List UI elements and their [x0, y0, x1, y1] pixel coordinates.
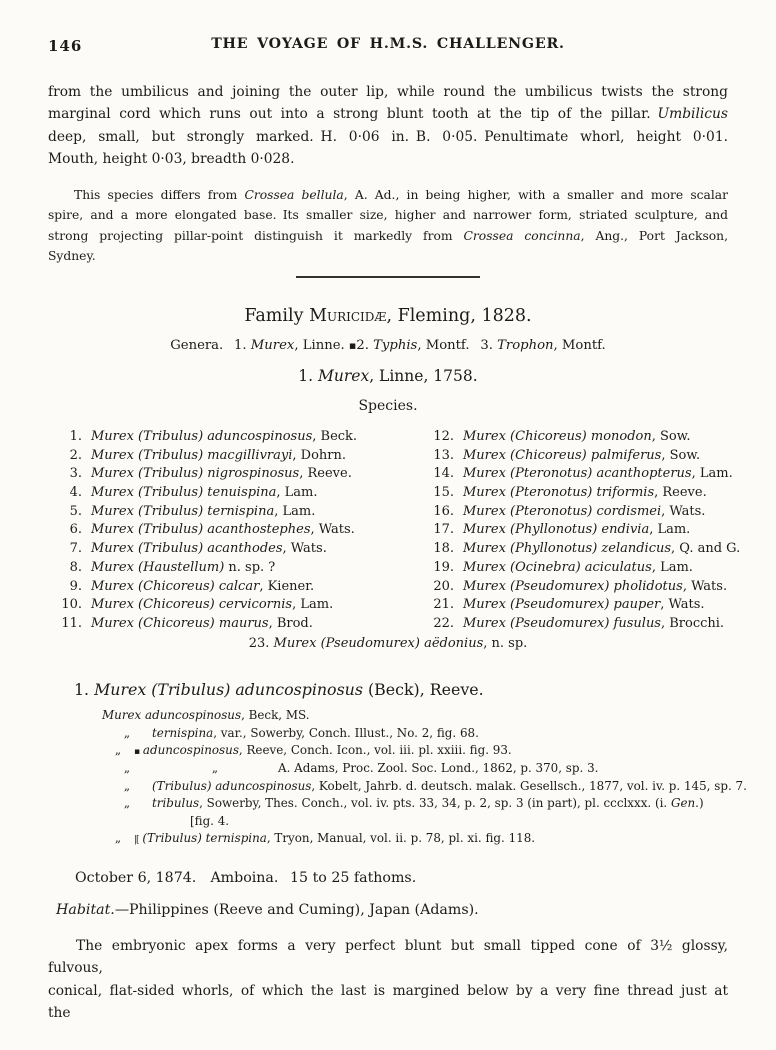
text-segment: Murex aduncospinosus — [102, 708, 242, 723]
species-name — [463, 448, 700, 463]
synonymy-line — [102, 708, 728, 726]
text-segment: Murex (Chicoreus) calcar — [91, 578, 260, 594]
page-header — [48, 36, 728, 56]
species-item — [420, 485, 740, 504]
species-item — [420, 560, 740, 579]
text-segment: , Linne, 1758. — [369, 367, 478, 385]
text-line — [48, 226, 728, 247]
species-item — [48, 541, 420, 560]
text-segment: Murex (Tribulus) nigrospinosus — [91, 466, 300, 482]
text-segment: Murex — [318, 367, 370, 385]
species-number: 5. — [69, 503, 82, 519]
text-segment: (Tribulus) aduncospinosus — [152, 778, 312, 793]
text-segment: Murex (Tribulus) acanthostephes — [91, 522, 311, 538]
text-segment: , A. Ad., in being higher, with a smaller and more scalar — [343, 187, 728, 202]
text-segment: Murex (Pseudomurex) fusulus — [463, 615, 661, 631]
text-segment: Trophon — [497, 338, 554, 353]
species-item — [48, 429, 420, 448]
text-segment: , Montf. — [553, 338, 606, 353]
page-number: 146 — [48, 37, 83, 55]
species-list-right — [420, 429, 740, 635]
text-segment: , Linne. — [294, 338, 349, 353]
text-segment: Murex (Pseudomurex) aëdonius — [273, 635, 484, 651]
synonymy-line — [102, 743, 728, 761]
text-segment: Murex (Pseudomurex) pholidotus — [463, 578, 683, 594]
text-segment: Murex (Ocinebra) aciculatus — [463, 559, 652, 575]
genera-line — [48, 338, 728, 353]
species-name — [91, 429, 357, 444]
text-line — [48, 148, 728, 170]
text-segment: Murex — [250, 338, 295, 353]
text-segment: 2. — [356, 338, 374, 353]
ditto-mark: „ — [123, 725, 131, 740]
text-segment: Murex (Tribulus) aduncospinosus — [91, 429, 313, 444]
species-name — [463, 522, 690, 537]
text-segment: Gen. — [670, 796, 699, 811]
species-item — [48, 560, 420, 579]
text-line — [48, 935, 728, 980]
text-segment: , var., Sowerby, Conch. Illust., No. 2, fig. 68. — [213, 725, 479, 740]
text-segment: , Wats. — [660, 597, 705, 613]
ink-blot: ▪ — [134, 747, 140, 758]
species-item — [420, 616, 740, 635]
habitat-line — [48, 902, 728, 918]
ditto-mark: „ — [123, 778, 131, 793]
synonymy-line — [102, 796, 728, 814]
species-item — [420, 466, 740, 485]
text-segment: , Lam. — [691, 466, 733, 482]
text-segment: , Reeve. — [654, 485, 707, 501]
text-segment: 1. — [298, 367, 319, 385]
species-list-left — [48, 429, 420, 635]
running-title: THE VOYAGE OF H.M.S. CHALLENGER. — [211, 36, 565, 52]
text-segment: Genera. 1. — [170, 338, 251, 353]
text-segment: Murex (Chicoreus) cervicornis — [91, 597, 293, 613]
species-item — [48, 522, 420, 541]
text-segment: marginal cord which runs out into a strong blunt tooth at the tip of the pillar. — [48, 106, 658, 123]
text-segment: Umbilicus — [657, 106, 728, 123]
species-item — [48, 579, 420, 598]
species-number: 16. — [433, 503, 454, 519]
text-segment: [fig. 4. — [190, 813, 230, 828]
ink-blot: |[ — [134, 835, 139, 846]
synonymy-line — [102, 726, 728, 744]
text-segment: Murex (Haustellum) — [91, 559, 225, 575]
text-segment: Murex (Pteronotus) cordismei — [463, 503, 662, 519]
text-segment: Murex (Tribulus) aduncospinosus — [94, 680, 363, 700]
text-line — [48, 126, 728, 148]
text-segment: , Wats. — [310, 522, 355, 538]
species-item — [48, 504, 420, 523]
species-number: 7. — [69, 541, 82, 557]
text-segment: (Tribulus) ternispina — [142, 831, 267, 846]
species-number: 3. — [69, 466, 82, 482]
synonymy-line — [102, 761, 728, 779]
station-line — [48, 870, 728, 886]
species-item-23 — [48, 636, 728, 655]
text-segment: , Lam. — [649, 522, 691, 538]
synonymy-list — [102, 708, 747, 849]
text-segment: from the umbilicus and joining the outer lip, while round the umbilicus twists the strong — [48, 84, 728, 100]
text-segment: Mouth, height 0·03, breadth 0·028. — [48, 151, 295, 168]
species-number: 1. — [69, 429, 82, 444]
species-name — [91, 616, 313, 631]
text-segment: Murex (Pteronotus) triformis — [463, 485, 655, 501]
text-segment: , Reeve, Conch. Icon., vol. iii. pl. xxiii. fig. 93. — [238, 743, 512, 758]
text-segment: , n. sp. — [483, 635, 528, 651]
paragraph-description — [48, 81, 728, 171]
species-number: 19. — [433, 559, 454, 575]
text-segment: Murex (Tribulus) tenuispina — [91, 485, 277, 501]
text-segment: , Brod. — [268, 615, 313, 631]
text-segment: ) — [698, 796, 704, 811]
species-name — [91, 448, 346, 463]
family-heading — [48, 306, 728, 326]
text-line — [48, 980, 728, 1025]
text-segment: Murex (Pseudomurex) pauper — [463, 597, 661, 613]
species-section-heading — [48, 680, 728, 699]
species-label: Species. — [358, 398, 418, 414]
text-segment: , Lam. — [276, 485, 318, 501]
text-segment: Murex (Phyllonotus) zelandicus — [463, 541, 672, 557]
text-segment: aduncospinosus — [142, 743, 239, 758]
text-segment: Crossea bellula — [244, 187, 344, 202]
text-segment: 1. — [74, 680, 95, 700]
text-segment: Murex (Pteronotus) acanthopterus — [463, 466, 692, 482]
species-item — [48, 616, 420, 635]
text-segment: Family — [244, 306, 310, 326]
species-number: 14. — [433, 466, 454, 482]
text-segment: October 6, 1874. Amboina. 15 to 25 fathoms. — [75, 870, 417, 886]
text-segment: , Ang., Port Jackson, — [580, 228, 729, 243]
text-segment: , Sow. — [651, 429, 691, 444]
text-segment: Murex (Chicoreus) maurus — [91, 615, 269, 631]
text-segment: Habitat. — [56, 902, 115, 918]
species-item — [48, 466, 420, 485]
text-segment: , Fleming, 1828. — [386, 306, 532, 326]
species-number: 8. — [69, 559, 82, 575]
ditto-mark: „ — [123, 796, 131, 811]
text-segment: , Sow. — [661, 447, 701, 463]
species-number: 10. — [61, 597, 82, 613]
species-name — [463, 504, 705, 519]
species-number: 11. — [61, 615, 82, 631]
species-number: 6. — [69, 522, 82, 538]
species-name — [463, 466, 733, 481]
text-segment: , Kobelt, Jahrb. d. deutsch. malak. Gesellsch., 1877, vol. iv. p. 145, sp. 7. — [311, 778, 747, 793]
species-name — [463, 560, 693, 575]
synonymy-line — [102, 814, 728, 832]
text-segment: , Wats. — [282, 541, 327, 557]
species-name — [91, 597, 333, 612]
text-segment: , Lam. — [292, 597, 334, 613]
species-item — [48, 448, 420, 467]
species-name — [91, 485, 317, 500]
text-segment: (Beck), Reeve. — [362, 680, 484, 700]
species-number: 20. — [433, 578, 454, 594]
species-item — [48, 597, 420, 616]
species-item — [420, 504, 740, 523]
paragraph-embryonic-apex — [48, 935, 728, 1025]
text-segment: Murex (Tribulus) acanthodes — [91, 541, 283, 557]
text-segment: A. Adams, Proc. Zool. Soc. Lond., 1862, p. 370, sp. 3. — [278, 761, 599, 776]
text-segment: , Wats. — [661, 503, 706, 519]
text-segment: , Wats. — [682, 578, 728, 594]
text-segment: —Philippines (Reeve and Cuming), Japan (Adams). — [114, 902, 479, 918]
text-line — [48, 205, 728, 226]
text-segment: , Reeve. — [299, 466, 352, 482]
species-name — [463, 597, 705, 612]
text-segment: , Lam. — [274, 503, 316, 519]
text-segment: n. sp. ? — [224, 559, 276, 575]
ditto-mark: „ — [114, 743, 122, 758]
text-segment: This species differs from — [74, 187, 245, 202]
text-segment: Murex (Tribulus) ternispina — [91, 503, 275, 519]
species-name — [91, 541, 327, 556]
text-segment: , Sowerby, Thes. Conch., vol. iv. pts. 33, 34, p. 2, sp. 3 (in part), pl. ccclxxx. (i. — [199, 796, 671, 811]
text-segment: Typhis — [373, 338, 418, 353]
section-divider — [296, 276, 480, 278]
text-segment: Murex (Chicoreus) palmiferus — [463, 447, 662, 463]
synonymy-line — [102, 831, 728, 849]
text-line — [48, 185, 728, 206]
species-number: 12. — [433, 429, 454, 444]
species-name — [91, 579, 314, 594]
text-segment: Murex (Chicoreus) monodon — [463, 429, 652, 444]
ditto-mark: „ — [114, 831, 122, 846]
text-segment: , Tryon, Manual, vol. ii. p. 78, pl. xi. fig. 118. — [266, 831, 536, 846]
text-segment: The embryonic apex forms a very perfect blunt but small tipped cone of 3½ glossy, fulvous, — [48, 938, 728, 977]
species-item — [420, 429, 740, 448]
text-segment: Crossea concinna — [463, 228, 581, 243]
text-segment: Muricidæ — [309, 306, 387, 326]
species-item — [48, 485, 420, 504]
text-segment: , Kiener. — [259, 578, 315, 594]
text-segment: tribulus — [152, 796, 200, 811]
text-segment: , Lam. — [651, 559, 693, 575]
text-segment: 23. — [248, 635, 274, 651]
ditto-mark: „ — [211, 761, 219, 776]
paragraph-comparison — [48, 185, 728, 267]
text-segment: strong projecting pillar-point distinguish it markedly from — [48, 228, 464, 243]
text-line — [48, 81, 728, 103]
species-number: 17. — [433, 522, 454, 538]
species-name — [463, 616, 724, 631]
species-number: 18. — [433, 541, 454, 557]
species-item — [420, 522, 740, 541]
text-segment: , Dohrn. — [292, 447, 347, 463]
species-name — [91, 504, 315, 519]
synonymy-line — [102, 778, 747, 797]
text-segment: Sydney. — [48, 249, 96, 264]
species-name — [463, 579, 727, 594]
species-name — [91, 466, 352, 481]
species-number: 4. — [69, 485, 82, 501]
text-segment: , Q. and G. — [671, 541, 741, 557]
text-segment: deep, small, but strongly marked. H. 0·06 in. B. 0·05. Penultimate whorl, height 0·01. — [48, 128, 728, 145]
ink-blot: ▪ — [348, 339, 357, 352]
species-item — [420, 597, 740, 616]
species-list — [48, 429, 741, 635]
species-number: 9. — [69, 578, 82, 594]
text-segment: , Beck. — [312, 429, 358, 444]
text-line — [48, 246, 728, 267]
species-name — [463, 485, 707, 500]
text-segment: spire, and a more elongated base. Its smaller size, higher and narrower form, striated sculpture, and — [48, 208, 728, 223]
species-number: 13. — [433, 447, 454, 463]
text-segment: , Montf. 3. — [417, 338, 498, 353]
text-segment: , Beck, MS. — [241, 708, 310, 723]
text-segment: ternispina — [152, 725, 214, 740]
species-name — [91, 522, 355, 537]
text-segment: , Brocchi. — [660, 615, 725, 631]
text-segment: conical, flat-sided whorls, of which the last is margined below by a very fine thread just at the — [48, 982, 728, 1022]
genus-heading — [48, 367, 728, 385]
species-name — [463, 429, 690, 444]
species-number: 21. — [433, 597, 454, 613]
text-segment: Murex (Phyllonotus) endivia — [463, 522, 650, 538]
species-number: 22. — [433, 615, 454, 631]
species-item — [420, 448, 740, 467]
ditto-mark: „ — [123, 761, 131, 776]
text-segment: Murex (Tribulus) macgillivrayi — [91, 447, 293, 463]
text-line — [48, 103, 728, 125]
species-item — [420, 579, 740, 598]
species-name — [91, 560, 275, 575]
species-number: 2. — [69, 447, 82, 463]
species-name — [463, 541, 740, 556]
species-item — [420, 541, 740, 560]
species-number: 15. — [433, 485, 454, 501]
